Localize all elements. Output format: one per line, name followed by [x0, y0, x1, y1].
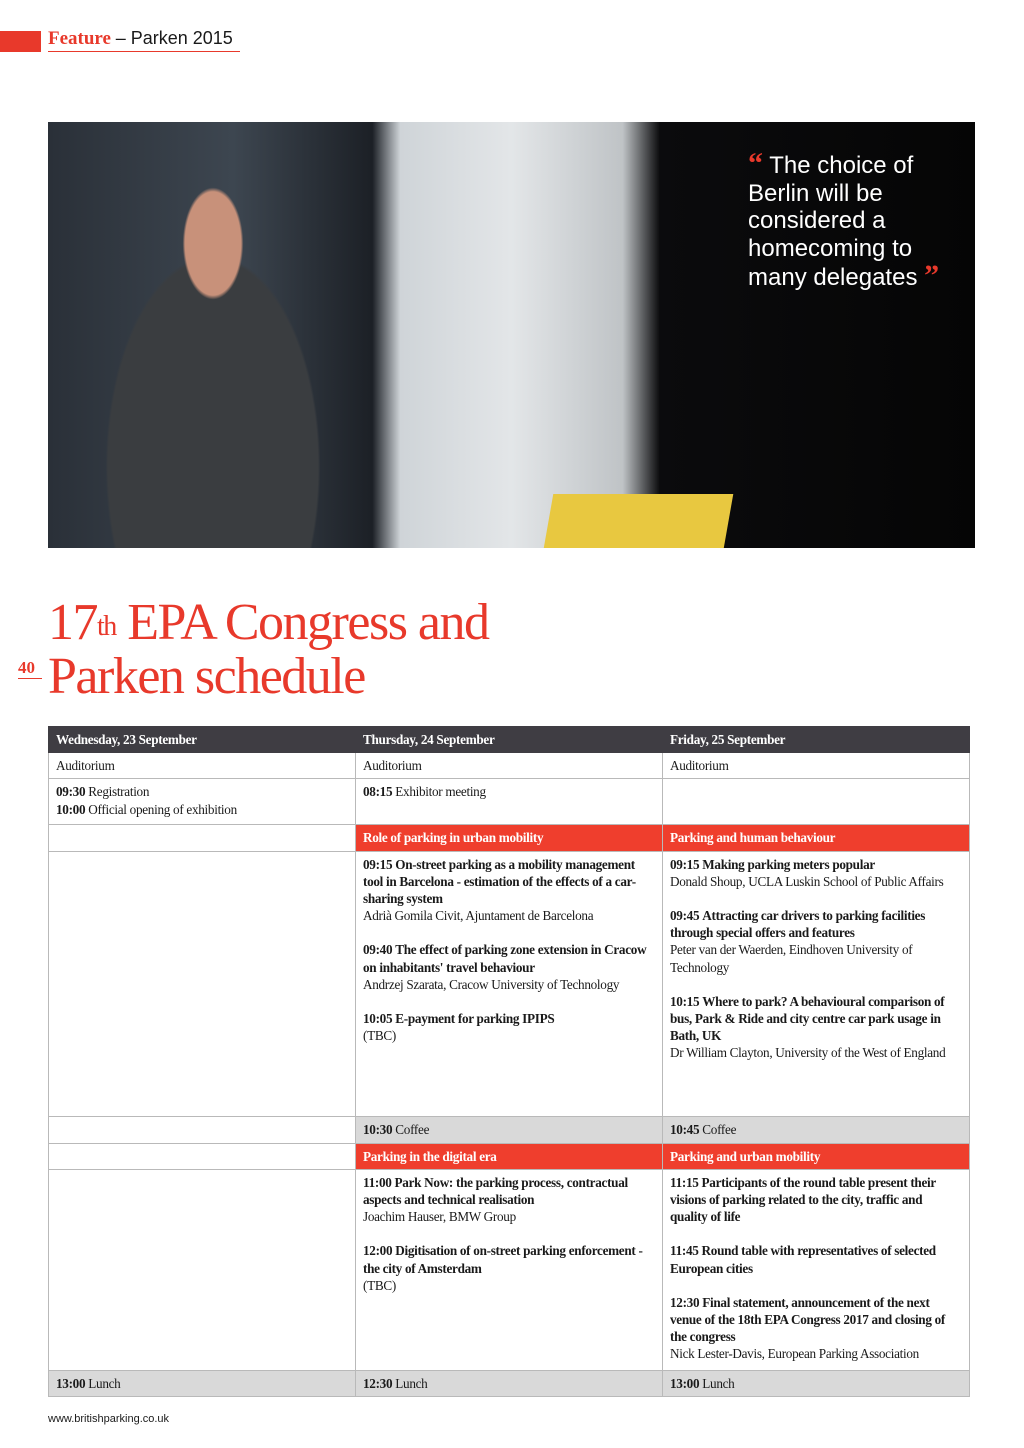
day-label: Friday, 25 September [670, 732, 786, 747]
item-time: 11:15 [670, 1174, 699, 1190]
item-time: 09:40 [363, 942, 393, 958]
item-title: Round table with representatives of selected European cities [670, 1243, 936, 1276]
item-time: 10:05 [363, 1011, 393, 1027]
time: 09:30 [56, 784, 86, 800]
item-speaker: Peter van der Waerden, Eindhoven University of Technology [670, 942, 913, 975]
session-item [670, 907, 962, 976]
item-time: 09:45 [670, 908, 700, 924]
time: 10:00 [56, 801, 86, 817]
session-item [363, 1242, 655, 1294]
title-line1: EPA Congress and [115, 594, 489, 651]
label: Coffee [702, 1121, 737, 1137]
item-speaker: Andrzej Szarata, Cracow University of Technology [363, 976, 620, 992]
title-line2: Parken schedule [48, 648, 365, 705]
label: Exhibitor meeting [395, 784, 486, 800]
session-title: Parking and human behaviour [670, 830, 836, 846]
pull-quote [748, 147, 958, 292]
cell [49, 1116, 356, 1143]
venue-cell [49, 753, 356, 779]
session-item [670, 1294, 962, 1363]
item-title: On-street parking as a mobility management tool in Barcelona - estimation of the effects of a car-sharing system [363, 856, 636, 907]
label: Registration [88, 784, 150, 800]
session-header [663, 1143, 970, 1169]
header-accent-bar [0, 31, 41, 52]
cell [49, 825, 356, 851]
session-item [363, 1174, 655, 1226]
session-item [670, 856, 962, 890]
session-title: Parking and urban mobility [670, 1148, 821, 1164]
quote-text: The choice of Berlin will be considered a homecoming to many delegates [748, 152, 918, 291]
item-time: 09:15 [363, 856, 393, 872]
time: 10:30 [363, 1121, 393, 1137]
time: 12:30 [363, 1375, 393, 1391]
speaker-photo [48, 122, 975, 548]
title-sup: th [97, 611, 116, 642]
item-speaker: Nick Lester-Davis, European Parking Association [670, 1346, 919, 1362]
day-header [49, 727, 356, 753]
session-title: Parking in the digital era [363, 1148, 497, 1164]
venue-label: Auditorium [56, 758, 115, 774]
item-time: 12:00 [363, 1243, 393, 1259]
session-item [363, 1010, 655, 1044]
item-title: Making parking meters popular [702, 856, 875, 872]
venue-label: Auditorium [670, 758, 729, 774]
table-row [49, 1169, 970, 1370]
item-time: 10:15 [670, 993, 700, 1009]
label: Official opening of exhibition [88, 801, 237, 817]
item-speaker: Donald Shoup, UCLA Luskin School of Public Affairs [670, 873, 944, 889]
day-header [356, 727, 663, 753]
day-header [663, 727, 970, 753]
schedule-table [48, 726, 970, 1397]
item-time: 12:30 [670, 1294, 700, 1310]
time: 13:00 [56, 1375, 86, 1391]
session-item [670, 993, 962, 1062]
item-title: Attracting car drivers to parking facilities through special offers and features [670, 908, 926, 941]
cell [356, 779, 663, 825]
cell [356, 1116, 663, 1143]
item-title: E-payment for parking IPIPS [395, 1011, 555, 1027]
item-title: The effect of parking zone extension in Cracow on inhabitants' travel behaviour [363, 942, 647, 975]
header-subtitle: – Parken 2015 [115, 28, 233, 48]
session-item [670, 1242, 962, 1276]
session-header [356, 825, 663, 851]
table-row [49, 851, 970, 1116]
section-header [48, 28, 240, 52]
cell [49, 1169, 356, 1370]
coffee-row [49, 1116, 970, 1143]
item-title: Digitisation of on-street parking enforcement - the city of Amsterdam [363, 1243, 643, 1276]
day-header-row [49, 727, 970, 753]
venue-label: Auditorium [363, 758, 422, 774]
time: 10:45 [670, 1121, 700, 1137]
day-label: Thursday, 24 September [363, 732, 495, 747]
cell [49, 851, 356, 1116]
session-item [363, 856, 655, 925]
time: 13:00 [670, 1375, 700, 1391]
open-quote-icon: “ [748, 147, 763, 180]
day-label: Wednesday, 23 September [56, 732, 197, 747]
page-number: 40 [18, 658, 42, 679]
podium [543, 494, 734, 548]
cell [356, 1169, 663, 1370]
cell [663, 1370, 970, 1396]
item-time: 11:00 [363, 1174, 392, 1190]
item-speaker: (TBC) [363, 1028, 396, 1044]
close-quote-icon: ” [924, 259, 940, 292]
cell [356, 1370, 663, 1396]
cell [356, 851, 663, 1116]
item-title: Participants of the round table present their visions of parking related to the city, traffic and quality of life [670, 1174, 936, 1225]
cell [663, 1169, 970, 1370]
item-time: 11:45 [670, 1243, 699, 1259]
label: Lunch [88, 1375, 121, 1391]
cell [663, 851, 970, 1116]
label: Coffee [395, 1121, 430, 1137]
venue-cell [663, 753, 970, 779]
cell [49, 1143, 356, 1169]
cell [663, 1116, 970, 1143]
session-header [356, 1143, 663, 1169]
table-row [49, 779, 970, 825]
label: Lunch [395, 1375, 428, 1391]
item-speaker: (TBC) [363, 1277, 396, 1293]
session-item [670, 1174, 962, 1226]
item-speaker: Dr William Clayton, University of the West of England [670, 1045, 946, 1061]
session-header-row [49, 825, 970, 851]
item-title: Park Now: the parking process, contractual aspects and technical realisation [363, 1174, 628, 1208]
footer-url: www.britishparking.co.uk [48, 1413, 170, 1425]
cell [49, 779, 356, 825]
session-header-row [49, 1143, 970, 1169]
session-title: Role of parking in urban mobility [363, 830, 544, 846]
time: 08:15 [363, 784, 393, 800]
title-number: 17 [48, 594, 97, 651]
venue-cell [356, 753, 663, 779]
label: Lunch [702, 1375, 735, 1391]
lunch-row [49, 1370, 970, 1396]
cell [49, 1370, 356, 1396]
venue-row [49, 753, 970, 779]
cell [663, 779, 970, 825]
session-header [663, 825, 970, 851]
session-item [363, 941, 655, 993]
item-title: Final statement, announcement of the next venue of the 18th EPA Congress 2017 and closing of the congress [670, 1294, 946, 1345]
item-title: Where to park? A behavioural comparison of bus, Park & Ride and city centre car park usage in Bath, UK [670, 993, 945, 1044]
item-speaker: Joachim Hauser, BMW Group [363, 1209, 516, 1225]
item-time: 09:15 [670, 856, 700, 872]
item-speaker: Adrià Gomila Civit, Ajuntament de Barcelona [363, 908, 594, 924]
page-title [48, 596, 489, 704]
feature-label: Feature [48, 28, 111, 49]
speaker-figure [78, 142, 378, 548]
